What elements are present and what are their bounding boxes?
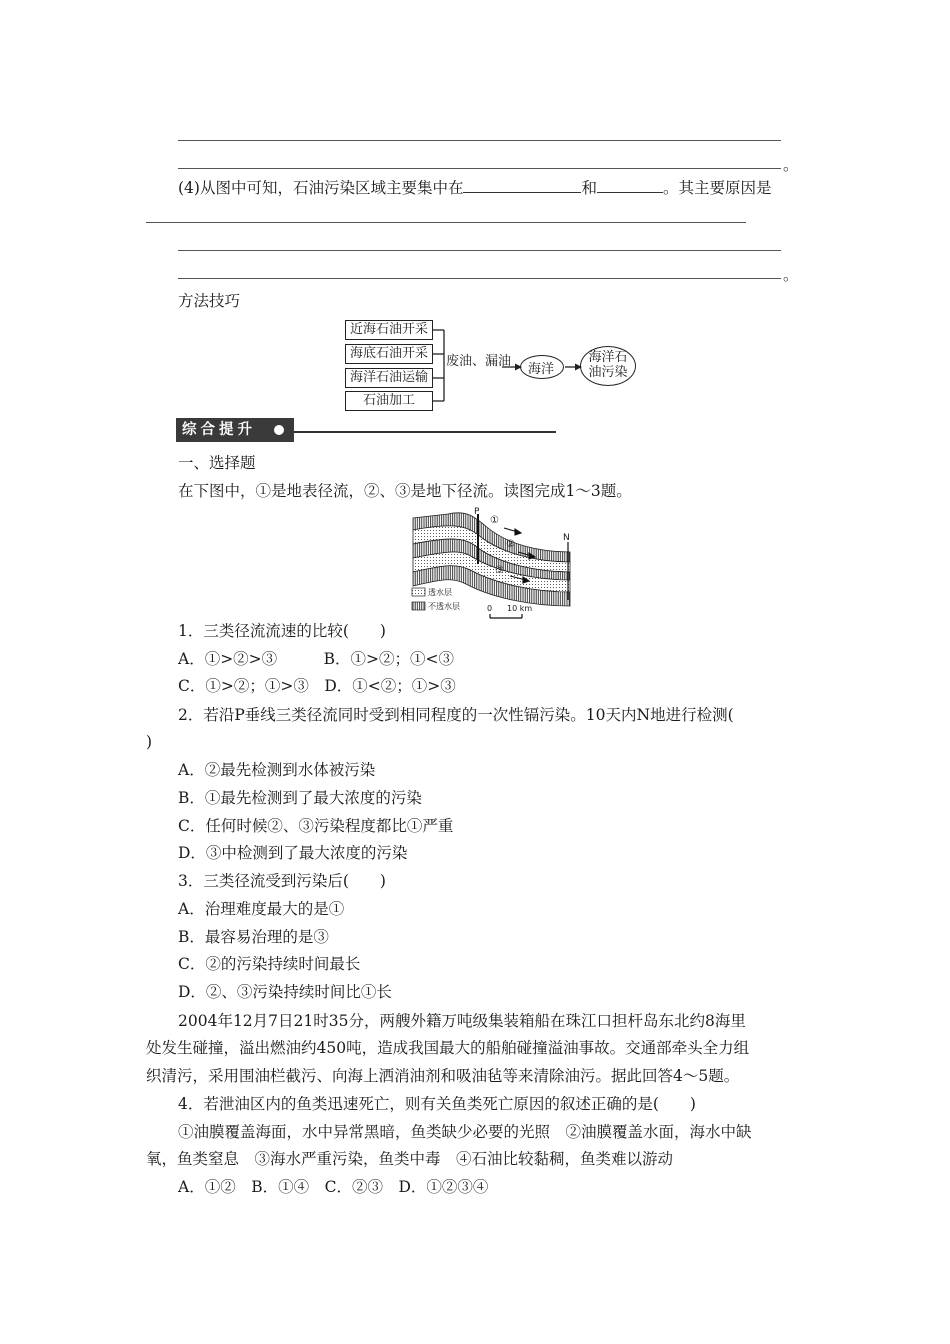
passage-line-3: 织清污，采用围油栏截污、向海上洒消油剂和吸油毡等来清除油污。据此回答4～5题。: [146, 1067, 740, 1085]
section-intro: 在下图中，①是地表径流，②、③是地下径流。读图完成1～3题。: [178, 482, 632, 500]
question-3-option-d: D．②、③污染持续时间比①长: [178, 983, 392, 1001]
question-4-stem: 4．若泄油区内的鱼类迅速死亡，则有关鱼类死亡原因的叙述正确的是( ): [178, 1095, 696, 1113]
answer-line-1: [178, 140, 781, 141]
answer-line-3: [146, 222, 746, 223]
answer-line-2: [178, 168, 781, 169]
method-title: 方法技巧: [178, 292, 241, 310]
scale-length: 10 km: [507, 604, 533, 613]
answer-line-5: [178, 278, 781, 279]
question-3-option-c: C．②的污染持续时间最长: [178, 955, 361, 973]
source-box-2: 海底石油开采: [345, 344, 433, 364]
answer-line-2-period: 。: [783, 156, 799, 174]
label-flow-3: ③: [495, 565, 504, 576]
section-title: 一、选择题: [178, 454, 256, 472]
q4-suffix: 。其主要原因是: [662, 179, 772, 197]
answer-line-5-period: 。: [783, 266, 799, 284]
waste-label: 废油、漏油: [446, 354, 512, 369]
label-flow-2: ②: [506, 539, 515, 550]
question-3-option-a: A．治理难度最大的是①: [178, 900, 345, 918]
result-label: 海洋石 油污染: [588, 350, 628, 380]
question-1-options-row-1: A．①>②>③ B．①>②；①<③: [178, 650, 455, 668]
question-2-option-c: C．任何时候②、③污染程度都比①严重: [178, 817, 454, 835]
q4-prefix: (4)从图中可知，石油污染区域主要集中在: [178, 179, 464, 197]
section-banner: 综合提升: [176, 418, 294, 442]
legend-impermeable-label: 不透水层: [428, 602, 460, 611]
legend-permeable-swatch: [412, 588, 425, 596]
source-box-1: 近海石油开采: [345, 320, 433, 340]
question-3-option-b: B．最容易治理的是③: [178, 928, 329, 946]
source-box-4: 石油加工: [345, 391, 433, 411]
passage-line-2: 处发生碰撞，溢出燃油约450吨，造成我国最大的船舶碰撞溢油事故。交通部牵头全力组: [146, 1039, 750, 1057]
question-4-statements-line-2: 氧，鱼类窒息 ③海水严重污染，鱼类中毒 ④石油比较黏稠，鱼类难以游动: [146, 1150, 674, 1168]
ocean-label: 海洋: [528, 362, 555, 377]
question-2-option-b: B．①最先检测到了最大浓度的污染: [178, 789, 422, 807]
scale-zero: 0: [487, 604, 493, 613]
question-4-choices: A．①② B．①④ C．②③ D．①②③④: [178, 1178, 489, 1196]
source-box-3: 海洋石油运输: [345, 368, 433, 388]
question-2-option-d: D．③中检测到了最大浓度的污染: [178, 844, 408, 862]
question-1-stem: 1．三类径流流速的比较( ): [178, 622, 386, 640]
q4-blank-2[interactable]: [597, 178, 663, 193]
banner-rule: [294, 431, 556, 433]
answer-line-4: [178, 250, 781, 251]
question-2-option-a: A．②最先检测到水体被污染: [178, 761, 376, 779]
legend-impermeable-swatch: [412, 602, 425, 610]
question-3-stem: 3．三类径流受到污染后( ): [178, 872, 386, 890]
question-4-statements-line-1: ①油膜覆盖海面，水中异常黑暗，鱼类缺少必要的光照 ②油膜覆盖水面，海水中缺: [178, 1123, 752, 1141]
q4-fill-in: [178, 177, 772, 199]
label-flow-1: ①: [490, 515, 499, 526]
label-n: N: [563, 533, 570, 543]
q4-mid: 和: [581, 179, 597, 197]
label-p: P: [474, 507, 480, 517]
passage-line-1: 2004年12月7日21时35分，两艘外籍万吨级集装箱船在珠江口担杆岛东北约8海里: [178, 1012, 746, 1030]
question-2-stem-line-2: ): [146, 733, 153, 751]
legend-permeable-label: 透水层: [428, 588, 452, 597]
question-2-stem-line-1: 2．若沿P垂线三类径流同时受到相同程度的一次性镉污染。10天内N地进行检测(: [178, 706, 734, 724]
question-1-options-row-2: C．①>②；①>③ D．①<②；①>③: [178, 677, 456, 695]
banner-dot-icon: [274, 425, 284, 435]
q4-blank-1[interactable]: [463, 178, 581, 193]
